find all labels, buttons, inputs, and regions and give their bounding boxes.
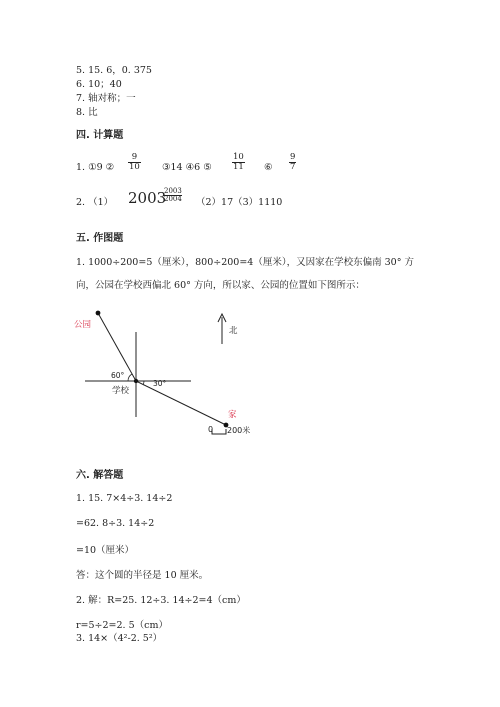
fraction-denominator: 11 [233, 161, 244, 172]
park-point [96, 311, 101, 316]
angle-60-arc [128, 374, 132, 381]
fraction-denominator: 7 [290, 161, 296, 172]
fraction-numerator: 9 [290, 152, 296, 162]
drawing-text-line2: 向，公园在学校西偏北 60° 方向，所以家、公园的位置如下图所示： [76, 280, 365, 291]
solution-line-3: =10（厘米） [76, 545, 135, 556]
solution-line-6: r=5÷2=2. 5（cm） [76, 620, 168, 631]
label-park: 公园 [74, 320, 92, 330]
label-angle-30: 30° [153, 379, 167, 388]
label-scale-200m: 200米 [227, 426, 251, 435]
label-school: 学校 [112, 386, 130, 396]
mixed-number-fraction [164, 188, 182, 204]
solution-line-2: =62. 8÷3. 14÷2 [76, 518, 155, 529]
drawing-text-line1: 1. 1000÷200=5（厘米），800÷200=4（厘米），又因家在学校东偏南 30° 方 [76, 257, 414, 268]
solution-line-7: 3. 14×（4²-2. 5²） [76, 633, 163, 644]
answer-6: 6. 10；40 [76, 79, 122, 90]
fraction-numerator: 9 [131, 152, 138, 162]
fraction-10-11 [232, 153, 245, 172]
fraction-denominator: 10 [129, 161, 140, 172]
answer-8: 8. 比 [76, 107, 98, 118]
label-home: 家 [228, 410, 237, 420]
answer-5: 5. 15. 6，0. 375 [76, 65, 152, 76]
mixed-number-whole: 2003 [128, 189, 167, 207]
calc-q2-prefix: 2. （1） [76, 197, 114, 208]
solution-line-1: 1. 15. 7×4÷3. 14÷2 [76, 493, 173, 504]
label-north: 北 [229, 326, 238, 336]
label-angle-60: 60° [111, 371, 125, 380]
fraction-numerator: 2003 [164, 187, 182, 195]
solution-line-5: 2. 解：R=25. 12÷3. 14÷2=4（cm） [76, 595, 246, 606]
school-point [134, 379, 138, 383]
fraction-denominator: 2004 [164, 195, 182, 204]
calc-q1-middle: ③14 ④6 ⑤ [162, 162, 212, 173]
calc-q1-prefix: 1. ①9 ② [76, 162, 115, 173]
calc-q2-suffix: （2）17（3）1110 [196, 197, 283, 208]
solution-line-4: 答：这个圆的半径是 10 厘米。 [76, 570, 209, 581]
section-title-calculation: 四. 计算题 [76, 130, 124, 141]
calc-q1-circle6: ⑥ [264, 162, 273, 173]
label-scale-zero: 0 [208, 425, 214, 434]
fraction-9-7 [289, 153, 296, 172]
fraction-9-10 [128, 153, 141, 172]
fraction-numerator: 10 [233, 152, 244, 162]
section-title-solutions: 六. 解答题 [76, 470, 124, 481]
scale-bar [212, 429, 226, 434]
school-home-line [136, 381, 226, 425]
section-title-drawing: 五. 作图题 [76, 233, 124, 244]
answer-7: 7. 轴对称；一 [76, 93, 136, 104]
